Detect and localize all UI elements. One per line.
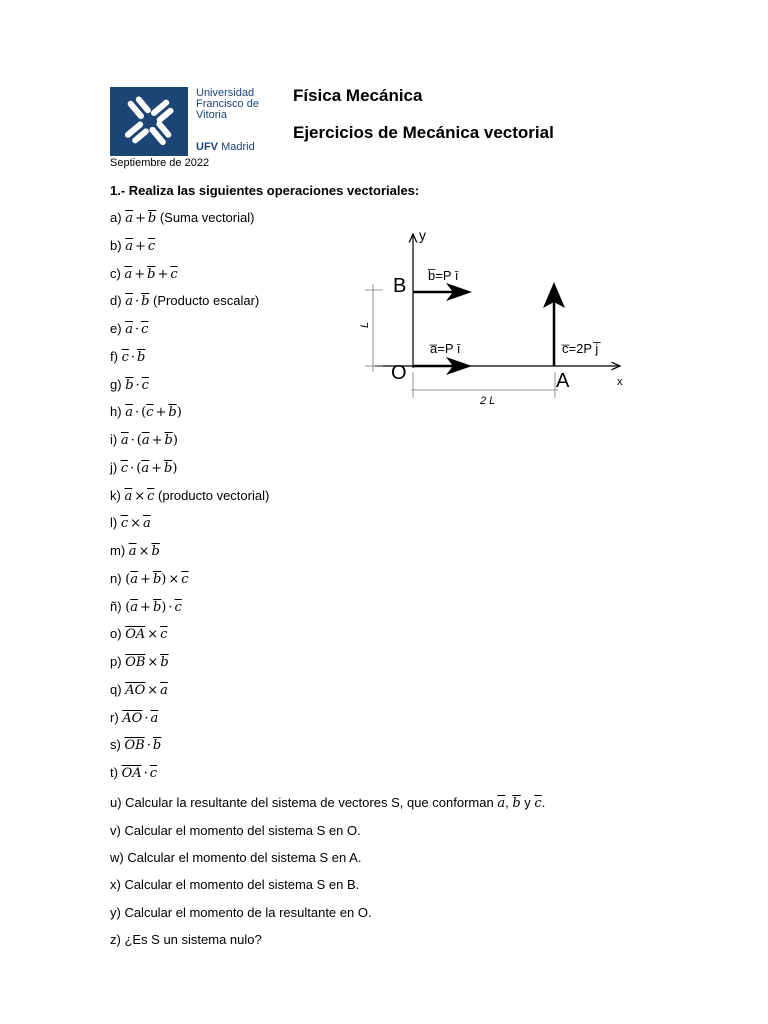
document-title: Física Mecánica [293, 86, 423, 105]
item-letter: o) [110, 626, 122, 642]
operator: · [135, 377, 140, 393]
point-B-label: B [393, 275, 407, 297]
operator: × [138, 544, 150, 559]
vector-symbol: $\overline{c}$ [120, 516, 129, 532]
item-letter: n) [110, 570, 122, 586]
vector-symbol: $\overline{c}$ [147, 488, 155, 504]
operator: + [157, 266, 169, 282]
item-letter: j) [110, 459, 118, 475]
vector-symbol: $\overline{a}$ [128, 544, 137, 559]
vector-c-label: c̅=2P j̅ [562, 341, 599, 356]
item-letter: b) [110, 237, 122, 253]
vector-symbol: $\overline{b}$ [168, 405, 177, 421]
exercise-item [110, 737, 161, 753]
operator: · [134, 405, 140, 421]
conjunction: y [524, 795, 531, 810]
vector-symbol: $\overline{a}$ [160, 682, 168, 698]
exercise-item [110, 515, 151, 531]
vector-symbol: $\overline{OB}$ [124, 738, 145, 754]
item-text: u) Calcular la resultante del sistema de vectores S, que conforman [110, 795, 494, 810]
vector-symbol: $\overline{b}$ [137, 349, 146, 365]
vector-symbol: $\overline{b}$ [147, 211, 157, 226]
y-axis-label: y [419, 227, 426, 243]
parenthesis: ( [136, 433, 142, 448]
item-letter: f) [110, 348, 118, 364]
vector-symbol: $\overline{a}$ [124, 266, 133, 282]
item-letter: c) [110, 265, 121, 281]
vector-a-label: a̅=P ī [430, 341, 461, 356]
exercise-item [110, 571, 189, 587]
point-O-label: O [391, 362, 407, 384]
document-subtitle: Ejercicios de Mecánica vectorial [293, 123, 554, 142]
vector-symbol: $\overline{b}$ [152, 571, 162, 587]
vector-symbol: $\overline{b}$ [141, 294, 150, 310]
exercise-item [110, 210, 254, 226]
operator: · [130, 460, 135, 476]
exercise-item [110, 710, 158, 726]
vector-symbol: $\overline{b}$ [164, 433, 173, 448]
separator: , [505, 795, 509, 810]
vector-diagram [355, 222, 625, 412]
vector-symbol: $\overline{b}$ [152, 599, 162, 615]
vector-symbol: $\overline{c}$ [170, 266, 178, 282]
vector-symbol: $\overline{c}$ [146, 405, 154, 421]
item-letter: q) [110, 681, 122, 697]
vector-b: $\overline{b}$ [512, 796, 521, 811]
item-letter: a) [110, 210, 122, 225]
exercise-item [110, 349, 145, 365]
university-logo [110, 87, 188, 156]
exercise-item-x: x) Calcular el momento del sistema S en B. [110, 877, 360, 892]
vector-symbol: $\overline{a}$ [125, 294, 133, 310]
operator: × [147, 682, 159, 698]
x-axis-label: x [617, 376, 623, 388]
vector-symbol: $\overline{a}$ [141, 433, 150, 448]
vector-symbol: $\overline{a}$ [130, 571, 139, 587]
parenthesis: ( [125, 571, 131, 587]
vector-symbol: $\overline{c}$ [141, 377, 149, 393]
item-note: (producto vectorial) [158, 487, 270, 503]
item-letter: ñ) [110, 598, 122, 614]
university-name-line: Vitoria [196, 109, 227, 121]
vector-symbol: $\overline{OA}$ [125, 627, 146, 643]
parenthesis: ) [172, 460, 178, 476]
vector-symbol: $\overline{c}$ [121, 349, 129, 365]
exercise-item [110, 293, 259, 309]
item-letter: k) [110, 487, 121, 503]
exercise-item [110, 238, 155, 254]
exercise-item [110, 765, 157, 781]
vector-symbol: $\overline{b}$ [164, 460, 173, 476]
exercise-item [110, 599, 182, 615]
parenthesis: ) [172, 433, 178, 448]
university-name-line: Universidad [196, 87, 255, 99]
exercise-item [110, 377, 149, 393]
operator: + [155, 405, 167, 421]
exercise-item [110, 626, 167, 642]
item-letter: s) [110, 737, 121, 753]
exercise-item [110, 460, 177, 476]
item-letter: r) [110, 709, 119, 725]
operator: · [168, 599, 173, 615]
exercise-item [110, 654, 169, 670]
exercise-item [110, 432, 178, 448]
vector-symbol: $\overline{b}$ [151, 544, 160, 559]
university-name-line: Francisco de [196, 98, 259, 110]
item-letter: d) [110, 293, 122, 309]
item-letter: h) [110, 404, 122, 420]
operator: · [134, 294, 140, 310]
campus-city: Madrid [221, 141, 255, 153]
item-letter: l) [110, 515, 118, 531]
exercise-item [110, 543, 160, 559]
exercise-item [110, 488, 269, 504]
vector-symbol: $\overline{OB}$ [125, 655, 146, 670]
operator: · [130, 433, 135, 448]
item-letter: e) [110, 321, 122, 336]
campus-abbrev: UFV [196, 141, 218, 153]
operator: + [140, 599, 151, 615]
item-letter: p) [110, 654, 122, 669]
item-note: (Producto escalar) [153, 293, 260, 309]
item-letter: t) [110, 765, 118, 780]
vector-symbol: $\overline{c}$ [160, 627, 168, 643]
campus-label [196, 141, 255, 153]
operator: + [134, 238, 146, 254]
vector-symbol: $\overline{a}$ [130, 599, 139, 615]
item-letter: g) [110, 376, 122, 392]
vector-c: $\overline{c}$ [534, 796, 542, 811]
exercise-item-y: y) Calcular el momento de la resultante en O. [110, 905, 372, 920]
vector-symbol: $\overline{a}$ [125, 322, 133, 337]
vector-symbol: $\overline{b}$ [125, 377, 134, 393]
vector-b-label: b̅=P ī [428, 268, 459, 283]
exercise-item [110, 266, 178, 282]
operator: × [147, 655, 159, 670]
operator: × [134, 488, 146, 504]
vector-symbol: $\overline{b}$ [147, 266, 156, 282]
item-letter: m) [110, 543, 126, 558]
vector-symbol: $\overline{a}$ [125, 405, 133, 421]
exercise-item-z: z) ¿Es S un sistema nulo? [110, 932, 262, 947]
vector-symbol: $\overline{OA}$ [121, 766, 142, 781]
exercise-item [110, 321, 148, 337]
vector-symbol: $\overline{a}$ [125, 238, 133, 254]
item-letter: i) [110, 432, 118, 447]
operator: + [140, 571, 151, 587]
exercise-item [110, 682, 168, 698]
vector-symbol: $\overline{b}$ [160, 655, 169, 670]
parenthesis: ( [125, 599, 131, 615]
vector-symbol: $\overline{a}$ [125, 211, 133, 226]
operator: · [144, 710, 149, 726]
vector-a: $\overline{a}$ [497, 796, 506, 811]
vector-symbol: $\overline{c}$ [149, 766, 158, 781]
vector-symbol: $\overline{a}$ [141, 460, 150, 476]
vector-symbol: $\overline{AO}$ [125, 682, 146, 698]
document-date: Septiembre de 2022 [110, 157, 210, 169]
vector-symbol: $\overline{c}$ [141, 322, 149, 337]
parenthesis: ( [136, 460, 142, 476]
parenthesis: ( [141, 405, 147, 421]
end-mark: . [541, 795, 546, 810]
operator: × [147, 627, 159, 643]
dimension-label-L: L [359, 321, 371, 328]
parenthesis: ) [161, 599, 167, 615]
operator: · [146, 738, 151, 754]
point-A-label: A [556, 370, 570, 392]
operator: · [143, 766, 148, 781]
university-name [196, 88, 259, 121]
dimension-label-2L: 2 L [480, 395, 496, 407]
vector-symbol: $\overline{c}$ [147, 238, 156, 254]
vector-symbol: $\overline{a}$ [150, 710, 159, 726]
operator: + [151, 433, 163, 448]
vector-symbol: $\overline{c}$ [120, 460, 129, 476]
operator: + [151, 460, 163, 476]
exercise-item-v: v) Calcular el momento del sistema S en O. [110, 823, 361, 838]
operator: · [130, 349, 135, 365]
operator: · [134, 322, 140, 337]
operator: × [130, 516, 142, 532]
vector-symbol: $\overline{a}$ [143, 516, 151, 532]
operator: + [134, 266, 146, 282]
vector-symbol: $\overline{c}$ [181, 571, 189, 587]
parenthesis: ) [176, 405, 182, 421]
item-note: (Suma vectorial) [159, 210, 255, 225]
exercise-item [110, 404, 182, 420]
operator: × [168, 571, 180, 587]
operator: + [134, 211, 146, 226]
exercise-item-u [110, 795, 545, 811]
vector-symbol: $\overline{c}$ [174, 599, 182, 615]
vector-symbol: $\overline{a}$ [124, 488, 133, 504]
parenthesis: ) [161, 571, 167, 587]
ufv-emblem-icon [110, 87, 188, 156]
exercise-item-w: w) Calcular el momento del sistema S en A. [110, 850, 362, 865]
vector-symbol: $\overline{a}$ [120, 433, 129, 448]
vector-symbol: $\overline{b}$ [152, 738, 162, 754]
exercise-title: 1.- Realiza las siguientes operaciones vectoriales: [110, 183, 420, 198]
vector-symbol: $\overline{AO}$ [122, 710, 143, 726]
